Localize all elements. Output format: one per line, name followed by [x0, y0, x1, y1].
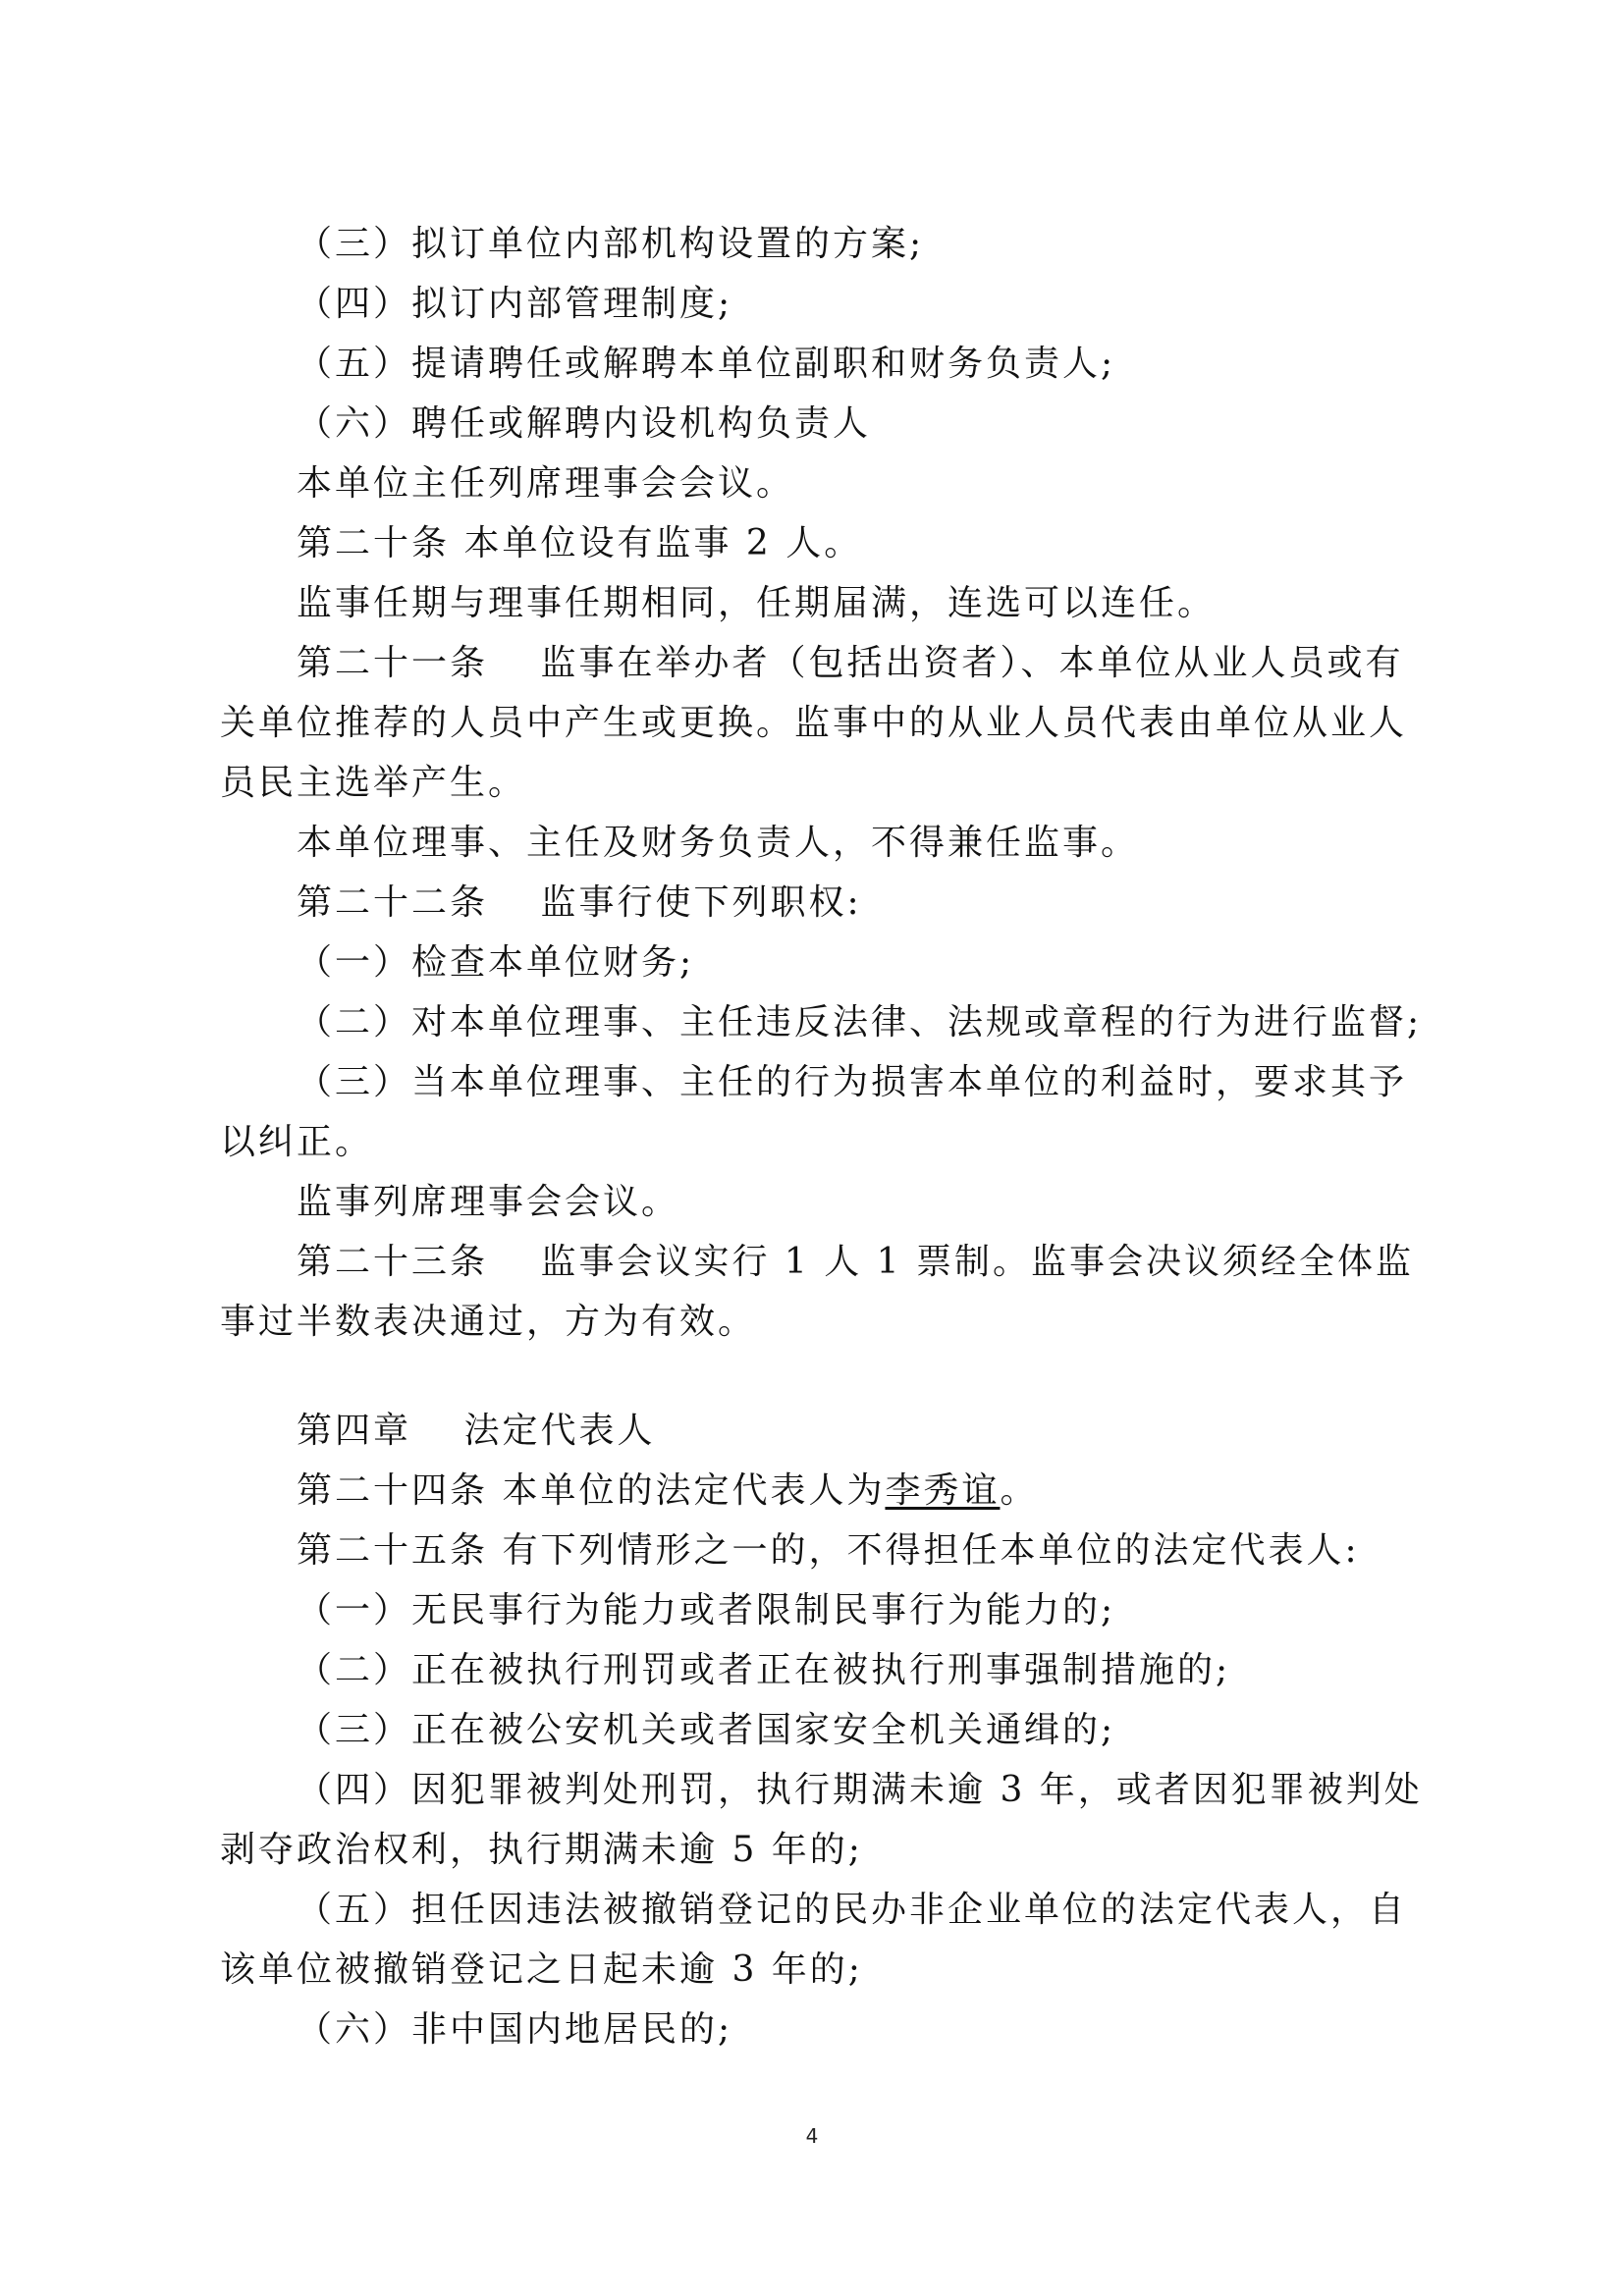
clause-3-item-6: （六）聘任或解聘内设机构负责人: [297, 403, 872, 444]
clause-3-item-5: （五）提请聘任或解聘本单位副职和财务负责人;: [297, 344, 1116, 384]
article-25-item-3: （三）正在被公安机关或者国家安全机关通缉的;: [297, 1710, 1116, 1750]
legal-representative-name: 李秀谊: [885, 1470, 1001, 1511]
article-21: 第二十一条 监事在举办者（包括出资者）、本单位从业人员或有关单位推荐的人员中产生或更换。监事中的从业人员代表由单位从业人员民主选举产生。: [220, 643, 1408, 803]
clause-3-item-4: （四）拟订内部管理制度;: [297, 284, 733, 324]
article-22-item-3: （三）当本单位理事、主任的行为损害本单位的利益时，要求其予以纠正。: [220, 1062, 1408, 1162]
article-22-item-1: （一）检查本单位财务;: [297, 942, 695, 983]
article-25-item-4: （四）因犯罪被判处刑罚，执行期满未逾 3 年，或者因犯罪被判处剥夺政治权利，执行期满未逾 5 年的;: [220, 1770, 1423, 1870]
article-23: 第二十三条 监事会议实行 1 人 1 票制。监事会决议须经全体监事过半数表决通过，方为有效。: [220, 1242, 1415, 1342]
article-25-item-5: （五）担任因违法被撤销登记的民办非企业单位的法定代表人，自该单位被撤销登记之日起未逾 3 年的;: [220, 1890, 1408, 1990]
article-25: 第二十五条 有下列情形之一的，不得担任本单位的法定代表人:: [297, 1530, 1360, 1571]
chapter-4-heading: 第四章 法定代表人: [297, 1411, 656, 1451]
article-25-item-1: （一）无民事行为能力或者限制民事行为能力的;: [297, 1590, 1116, 1630]
clause-3-item-3: （三）拟订单位内部机构设置的方案;: [297, 224, 925, 264]
supervisor-term: 监事任期与理事任期相同，任期届满，连选可以连任。: [297, 583, 1217, 623]
director-attendance-note: 本单位主任列席理事会会议。: [297, 463, 795, 504]
article-25-item-6: （六）非中国内地居民的;: [297, 2009, 733, 2050]
article-20: 第二十条 本单位设有监事 2 人。: [297, 523, 863, 563]
article-22: 第二十二条 监事行使下列职权:: [297, 882, 862, 923]
page-number: 4: [805, 2124, 819, 2148]
article-24: [220, 1461, 1426, 1521]
article-25-item-2: （二）正在被执行刑罚或者正在被执行刑事强制措施的;: [297, 1650, 1231, 1690]
no-concurrent-role: 本单位理事、主任及财务负责人，不得兼任监事。: [297, 823, 1140, 863]
article-24-end: 。: [1000, 1470, 1039, 1511]
supervisor-attendance-note: 监事列席理事会会议。: [297, 1182, 680, 1222]
article-24-text: 第二十四条 本单位的法定代表人为: [297, 1470, 886, 1511]
article-22-item-2: （二）对本单位理事、主任违反法律、法规或章程的行为进行监督;: [297, 1002, 1423, 1042]
document-body: [220, 214, 1426, 2059]
